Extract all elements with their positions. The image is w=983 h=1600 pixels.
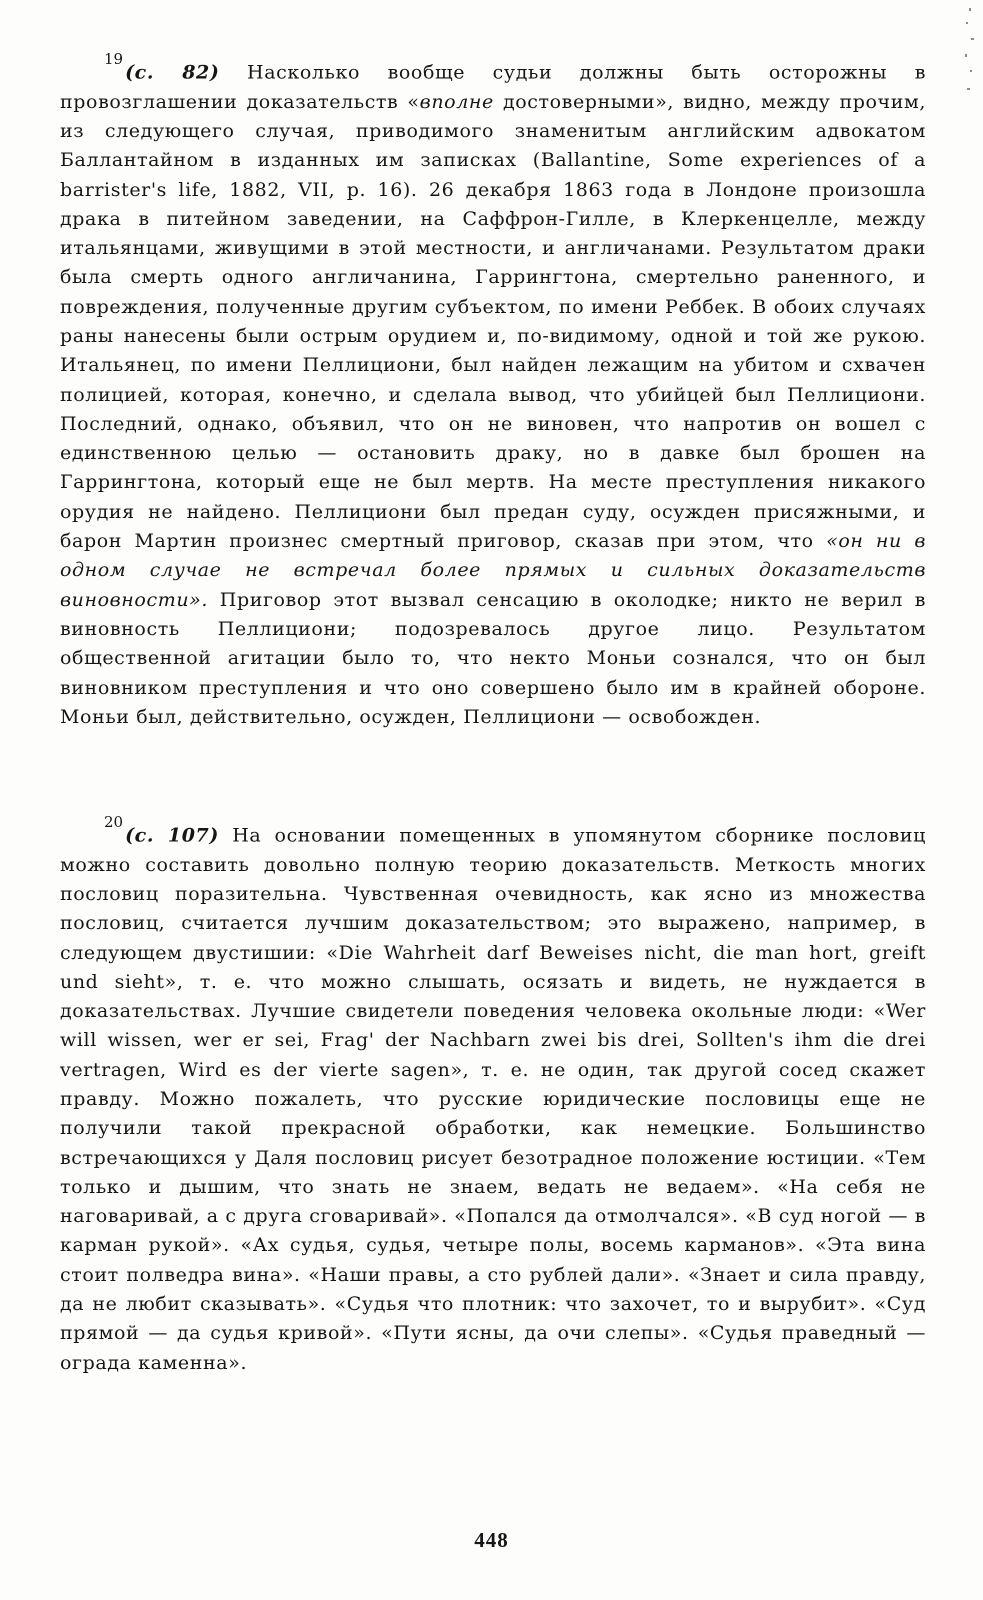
emphasis-quote: «он ни в одном случае не встречал более прямых и сильных доказательств виновности». xyxy=(60,530,926,611)
footnote-text: достоверными», видно, между прочим, из следующего случая, приводимого знаменитым английским адвокатом Баллантайном в изданных им записках (Ballantine, Some experiences of a barrister's life, 1882, VII, p. 16). 26 декабря 1863 года в Лондоне произошла драка в питейном заведении, на Саффрон-Гилле, в Клеркенцелле, между итальянцами, живущими в этой местности, и англичанами. Результатом драки была смерть одного англичанина, Гаррингтона, смертельно раненного, и повреждения, полученные другим субъектом, по имени Реббек. В обоих случаях раны нанесены были острым орудием и, по-видимому, одной и той же рукою. Итальянец, по имени Пеллициони, был найден лежащим на убитом и схвачен полицией, которая, конечно, и сделала вывод, что убийцей был Пеллициони. Последний, однако, объявил, что он не виновен, что напротив он вошел с единственною целью — остановить драку, но в давке был брошен на Гаррингтона, который еще не был мертв. На месте преступления никакого орудия не найдено. Пеллициони был предан суду, осужден присяжными, и барон Мартин произнес смертный приговор, сказав при этом, что xyxy=(60,90,926,553)
footnote-20 xyxy=(60,815,926,1378)
page-reference: (с. 107) xyxy=(125,824,219,847)
footnote-19 xyxy=(60,52,926,732)
footnote-number: 20 xyxy=(104,813,124,831)
footnote-text: Насколько вообще судьи должны быть осторожны в провозглашении доказательств « xyxy=(60,61,926,113)
page-reference: (с. 82) xyxy=(125,61,220,84)
footnote-text: На основании помещенных в упомянутом сборнике пословиц можно составить довольно полную теорию доказательств. Меткость многих пословиц поразительна. Чувственная очевидность, как ясно из множества пословиц, считается лучшим доказательством; это выражено, например, в следующем двустишии: «Die Wahrheit darf Beweises nicht, die man hort, greift und sieht», т. е. что можно слышать, осязать и видеть, не нуждается в доказательствах. Лучшие свидетели поведения человека окольные люди: «Wer will wissen, wer er sei, Frag' der Nachbarn zwei bis drei, Sollten's ihm die drei vertragen, Wird es der vierte sagen», т. е. не один, так другой сосед скажет правду. Можно пожалеть, что русские юридические пословицы еще не получили такой прекрасной обработки, как немецкие. Большинство встречающихся у Даля пословиц рисует безотрадное положение юстиции. «Тем только и дышим, что знать не знаем, ведать не ведаем». «На себя не наговаривай, а с друга сговаривай». «Попался да отмолчался». «В суд ногой — в карман рукой». «Ах судья, судья, четыре полы, восемь карманов». «Эта вина стоит полведра вина». «Наши правы, а сто рублей дали». «Знает и сила правду, да не любит сказывать». «Судья что плотник: что захочет, то и вырубит». «Суд прямой — да судья кривой». «Пути ясны, да очи слепы». «Судья праведный — ограда каменна». xyxy=(60,824,926,1374)
footnote-text: Приговор этот вызвал сенсацию в околодке; никто не верил в виновность Пеллициони; подозревалось другое лицо. Результатом общественной агитации было то, что некто Моньи сознался, что он был виновником преступления и что оно совершено было им в крайней обороне. Моньи был, действительно, осужден, Пеллициони — освобожден. xyxy=(60,588,926,728)
emphasis-text: вполне xyxy=(419,90,494,113)
scan-edge-artifact xyxy=(963,8,977,118)
page-number: 448 xyxy=(474,1528,509,1552)
footnote-number: 19 xyxy=(104,50,124,68)
